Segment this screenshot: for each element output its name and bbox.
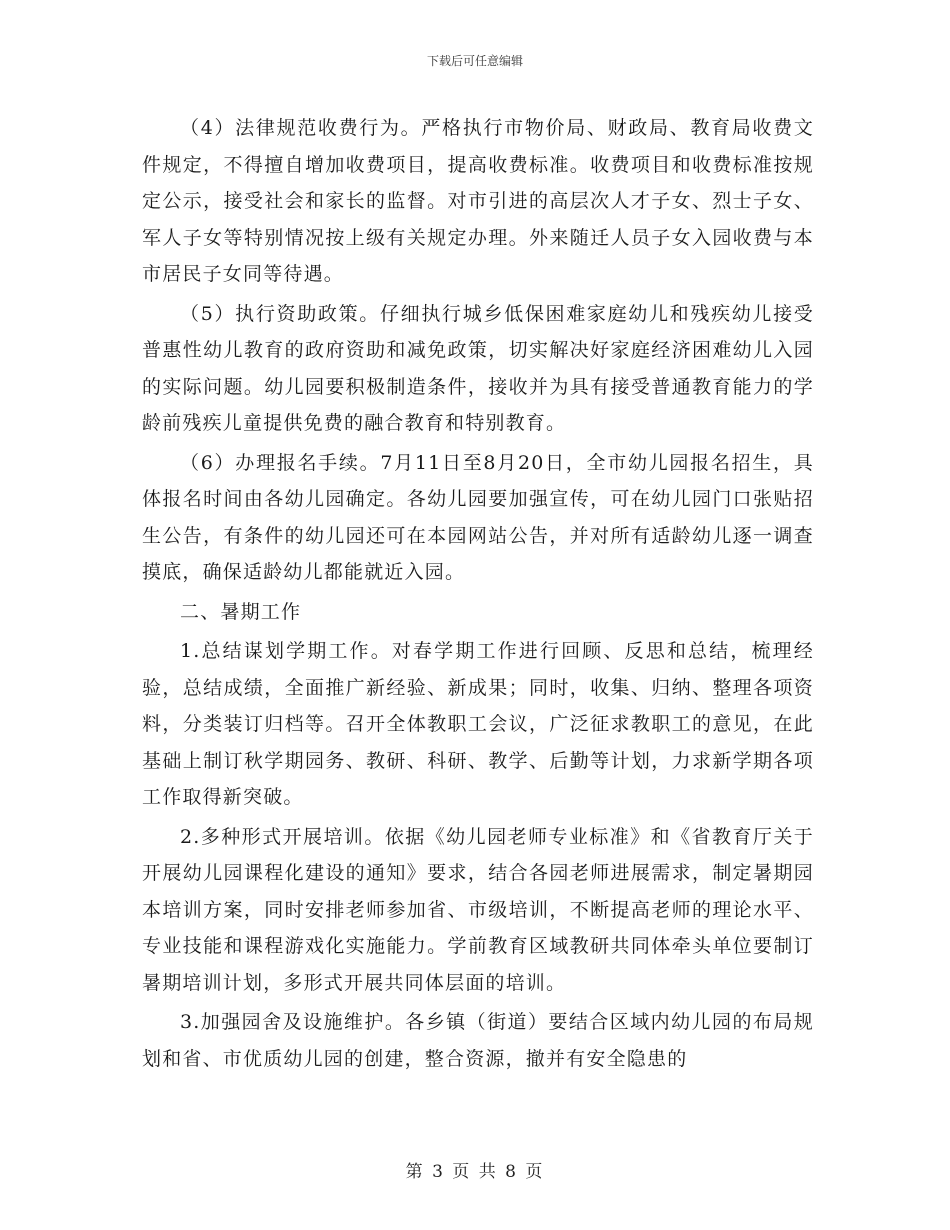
document-body bbox=[142, 110, 814, 1080]
paragraph-financial-aid: （5）执行资助政策。仔细执行城乡低保困难家庭幼儿和残疾幼儿接受普惠性幼儿教育的政府资助和减免政策，切实解决好家庭经济困难幼儿入园的实际问题。幼儿园要积极制造条件，接收并为具有接受普通教育能力的学龄前残疾儿童提供免费的融合教育和特别教育。 bbox=[142, 302, 814, 434]
page-header: 下载后可任意编辑 bbox=[426, 54, 523, 68]
page-number-footer: 第 3 页 共 8 页 bbox=[405, 1162, 545, 1182]
section-title-summer-work: 二、暑期工作 bbox=[180, 600, 302, 623]
paragraph-training: 2.多种形式开展培训。依据《幼儿园老师专业标准》和《省教育厅关于开展幼儿园课程化建设的通知》要求，结合各园老师进展需求，制定暑期园本培训方案，同时安排老师参加省、市级培训，不断提高老师的理论水平、专业技能和课程游戏化实施能力。学前教育区域教研共同体牵头单位要制订暑期培训计划，多形式开展共同体层面的培训。 bbox=[142, 825, 814, 994]
paragraph-semester-planning: 1.总结谋划学期工作。对春学期工作进行回顾、反思和总结，梳理经验，总结成绩，全面推广新经验、新成果；同时，收集、归纳、整理各项资料，分类装订归档等。召开全体教职工会议，广泛征求教职工的意见，在此基础上制订秋学期园务、教研、科研、教学、后勤等计划，力求新学期各项工作取得新突破。 bbox=[142, 640, 814, 808]
paragraph-facility-maintenance: 3.加强园舍及设施维护。各乡镇（街道）要结合区域内幼儿园的布局规划和省、市优质幼儿园的创建，整合资源，撤并有安全隐患的 bbox=[142, 1011, 814, 1070]
paragraph-fee-regulation: （4）法律规范收费行为。严格执行市物价局、财政局、教育局收费文件规定，不得擅自增加收费项目，提高收费标准。收费项目和收费标准按规定公示，接受社会和家长的监督。对市引进的高层次人才子女、烈士子女、军人子女等特别情况按上级有关规定办理。外来随迁人员子女入园收费与本市居民子女同等待遇。 bbox=[142, 117, 814, 285]
paragraph-registration: （6）办理报名手续。7月11日至8月20日，全市幼儿园报名招生，具体报名时间由各幼儿园确定。各幼儿园要加强宣传，可在幼儿园门口张贴招生公告，有条件的幼儿园还可在本园网站公告，并对所有适龄幼儿逐一调查摸底，确保适龄幼儿都能就近入园。 bbox=[142, 451, 814, 583]
